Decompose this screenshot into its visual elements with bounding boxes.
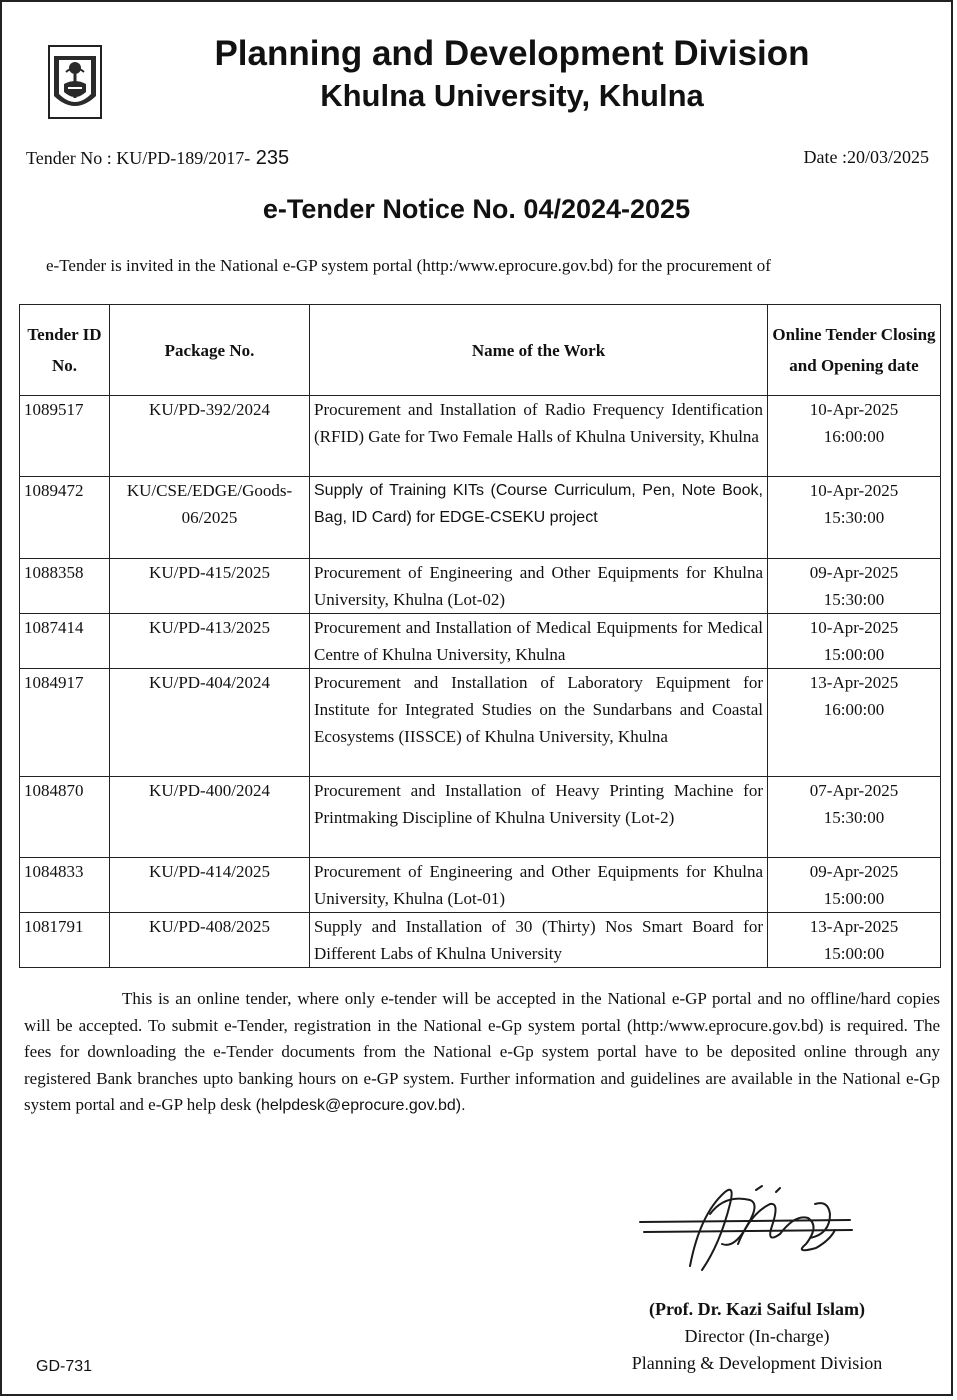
package-cell: KU/PD-415/2025: [110, 559, 310, 614]
header-tender-id: Tender ID No.: [20, 305, 110, 396]
tender-id-cell: 1088358: [20, 559, 110, 614]
work-cell: Procurement and Installation of Radio Frequency Identification (RFID) Gate for Two Female Halls of Khulna University, Khulna: [310, 396, 768, 477]
date-cell: [768, 669, 941, 777]
tender-id-cell: 1089472: [20, 477, 110, 559]
table-row: [20, 777, 941, 858]
signatory-role: Director (In-charge): [684, 1326, 830, 1346]
closing-time: 15:00:00: [823, 645, 885, 664]
work-cell: Supply and Installation of 30 (Thirty) Nos Smart Board for Different Labs of Khulna University: [310, 913, 768, 968]
work-cell: Supply of Training KITs (Course Curriculum, Pen, Note Book, Bag, ID Card) for EDGE-CSEKU project: [310, 477, 768, 559]
closing-time: 15:00:00: [823, 889, 885, 908]
helpdesk-email: (helpdesk@eprocure.gov.bd).: [255, 1097, 466, 1114]
date-cell: [768, 777, 941, 858]
tender-id-cell: 1087414: [20, 614, 110, 669]
tender-id-cell: 1084833: [20, 858, 110, 913]
package-cell: KU/PD-408/2025: [110, 913, 310, 968]
tender-table: [19, 304, 941, 968]
tender-number-prefix: Tender No : KU/PD-189/2017-: [26, 148, 251, 168]
closing-time: 15:00:00: [823, 944, 885, 963]
university-title: Khulna University, Khulna: [320, 78, 704, 113]
package-cell: KU/PD-413/2025: [110, 614, 310, 669]
date-cell: [768, 858, 941, 913]
date-cell: [768, 614, 941, 669]
signatory-name: (Prof. Dr. Kazi Saiful Islam): [649, 1299, 865, 1319]
signature-icon: [630, 1174, 860, 1284]
university-logo-icon: [46, 44, 104, 120]
terms-text: This is an online tender, where only e-tender will be accepted in the National e-GP portal and no offline/hard copies will be accepted. To submit e-Tender, registration in the National e-Gp system portal (http:/www.eprocure.gov.bd) is required. The fees for downloading the e-Tender documents from the National e-Gp system portal have to be deposited online through any registered Bank branches upto banking hours on e-GP system. Further information and guidelines are available in the National e-Gp system portal and e-GP help desk: [24, 989, 940, 1114]
work-cell: Procurement and Installation of Heavy Printing Machine for Printmaking Discipline of Khulna University (Lot-2): [310, 777, 768, 858]
table-row: [20, 669, 941, 777]
work-cell: Procurement of Engineering and Other Equipments for Khulna University, Khulna (Lot-02): [310, 559, 768, 614]
package-cell: KU/PD-414/2025: [110, 858, 310, 913]
header-closing-date: Online Tender Closing and Opening date: [768, 305, 941, 396]
closing-time: 15:30:00: [823, 808, 885, 827]
tender-id-cell: 1089517: [20, 396, 110, 477]
table-row: [20, 559, 941, 614]
table-header-row: [20, 305, 941, 396]
header-name-of-work: Name of the Work: [310, 305, 768, 396]
notice-date: Date :20/03/2025: [803, 147, 929, 167]
closing-date: 09-Apr-2025: [809, 862, 899, 881]
package-cell: KU/CSE/EDGE/Goods-06/2025: [110, 477, 310, 559]
intro-text: e-Tender is invited in the National e-GP system portal (http:/www.eprocure.gov.bd) for the procurement of: [46, 256, 771, 275]
closing-date: 09-Apr-2025: [809, 563, 899, 582]
document-header: [132, 32, 892, 116]
tender-id-cell: 1081791: [20, 913, 110, 968]
date-cell: [768, 396, 941, 477]
closing-date: 10-Apr-2025: [809, 618, 899, 637]
work-cell: Procurement and Installation of Laboratory Equipment for Institute for Integrated Studies on the Sundarbans and Coastal Ecosystems (IISSCE) of Khulna University, Khulna: [310, 669, 768, 777]
package-cell: KU/PD-404/2024: [110, 669, 310, 777]
date-cell: [768, 559, 941, 614]
table-row: [20, 477, 941, 559]
closing-time: 15:30:00: [823, 590, 885, 609]
signatory-division: Planning & Development Division: [631, 1353, 883, 1373]
work-cell: Procurement and Installation of Medical Equipments for Medical Centre of Khulna University, Khulna: [310, 614, 768, 669]
work-cell: Procurement of Engineering and Other Equipments for Khulna University, Khulna (Lot-01): [310, 858, 768, 913]
tender-number-handwritten: 235: [250, 147, 290, 169]
table-row: [20, 858, 941, 913]
terms-paragraph: [24, 986, 940, 1120]
date-cell: [768, 913, 941, 968]
package-cell: KU/PD-400/2024: [110, 777, 310, 858]
date-cell: [768, 477, 941, 559]
closing-date: 10-Apr-2025: [809, 400, 899, 419]
table-row: [20, 913, 941, 968]
closing-date: 07-Apr-2025: [809, 781, 899, 800]
header-package-no: Package No.: [110, 305, 310, 396]
division-title: Planning and Development Division: [214, 34, 810, 73]
tender-id-cell: 1084870: [20, 777, 110, 858]
signatory-block: [562, 1296, 952, 1377]
tender-id-cell: 1084917: [20, 669, 110, 777]
table-row: [20, 614, 941, 669]
notice-title: e-Tender Notice No. 04/2024-2025: [262, 194, 691, 224]
package-cell: KU/PD-392/2024: [110, 396, 310, 477]
closing-time: 16:00:00: [823, 427, 885, 446]
closing-date: 13-Apr-2025: [809, 917, 899, 936]
closing-time: 16:00:00: [823, 700, 885, 719]
closing-time: 15:30:00: [823, 508, 885, 527]
closing-date: 13-Apr-2025: [809, 673, 899, 692]
closing-date: 10-Apr-2025: [809, 481, 899, 500]
tender-number: [26, 147, 289, 170]
table-row: [20, 396, 941, 477]
footer-code: GD-731: [36, 1358, 93, 1375]
